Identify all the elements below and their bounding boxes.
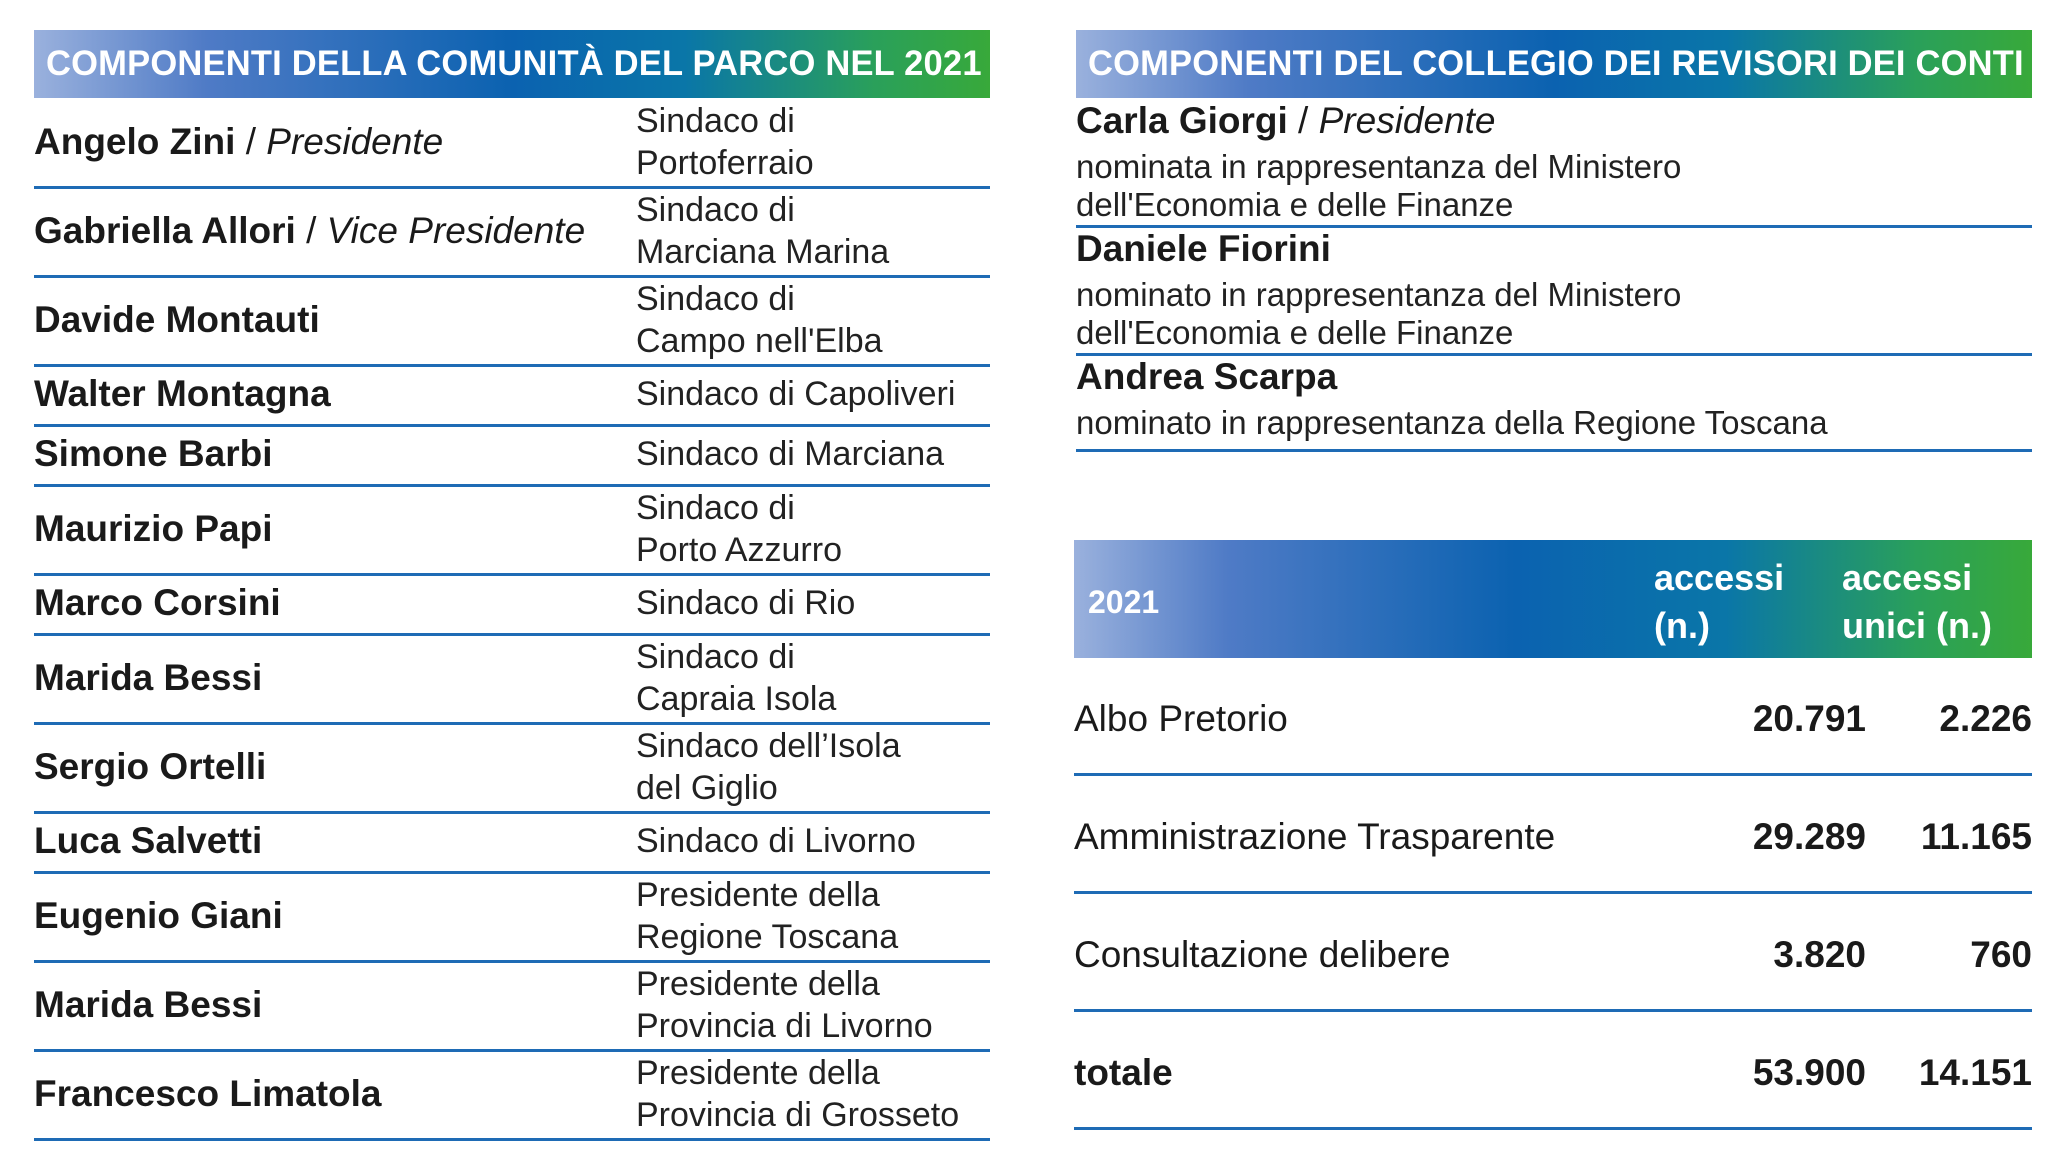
comunita-row [34,636,990,725]
member-name [34,299,320,341]
member-role-line: Regione Toscana [636,918,899,956]
member-role-line: del Giglio [636,769,778,807]
member-name [34,373,331,415]
table-row [1074,894,2032,1012]
member-role-line: Sindaco di [636,489,795,527]
member-name-text: Marida Bessi [34,656,263,698]
revisore-description [1076,404,1828,442]
member-name-text: Francesco Limatola [34,1072,382,1114]
comunita-row [34,427,990,487]
member-name-text: Marida Bessi [34,983,263,1025]
table-row [1074,776,2032,894]
revisore-description-line: nominata in rappresentanza del Ministero [1076,148,1682,185]
comunita-row [34,725,990,814]
comunita-row [34,487,990,576]
revisore-name-text: Daniele Fiorini [1076,228,1331,269]
member-role [636,1052,959,1136]
revisore-description-line: dell'Economia e delle Finanze [1076,314,1514,351]
col-accessi-unici-header: accessi unici (n.) [1842,557,1992,646]
revisore-name-text: Carla Giorgi [1076,100,1288,141]
accessi-unici-value: 760 [1970,934,2032,975]
member-role [636,100,814,184]
member-role [636,820,916,862]
member-title: Presidente [266,120,444,162]
comunita-row [34,189,990,278]
member-role [636,278,883,362]
revisore-name-text: Andrea Scarpa [1076,356,1338,397]
comunita-row [34,278,990,367]
member-name [34,508,272,550]
member-role-line: Sindaco di [636,191,795,229]
member-role-line: Sindaco di Livorno [636,822,916,860]
member-role-line: Sindaco di Capoliveri [636,375,956,413]
member-name-text: Eugenio Giani [34,894,283,936]
accessi-value: 29.289 [1752,816,1866,857]
comunita-row [34,100,990,189]
row-label: Consultazione delibere [1074,934,1451,975]
accessi-table-header [1074,540,2032,658]
member-name [34,1073,382,1115]
member-name-text: Luca Salvetti [34,820,263,861]
revisore-description [1076,148,1681,224]
row-label: totale [1074,1052,1173,1093]
member-role [636,582,855,624]
revisore-description-line: nominato in rappresentanza del Ministero [1076,276,1682,313]
member-role-line: Porto Azzurro [636,531,842,569]
revisore-description [1076,276,1681,352]
revisore-name [1076,100,1496,142]
comunita-row [34,963,990,1052]
year-header: 2021 [1088,584,1160,620]
member-role-line: Sindaco di [636,280,795,318]
comunita-row [34,367,990,427]
revisore-name [1076,228,1331,270]
member-role-line: Sindaco di [636,102,795,140]
member-name [34,746,266,788]
accessi-unici-value: 11.165 [1920,816,2032,857]
member-role-line: Provincia di Livorno [636,1007,933,1045]
member-name [34,210,585,252]
accessi-value: 20.791 [1752,698,1866,739]
member-role-line: Sindaco dell’Isola [636,727,901,765]
accessi-unici-value: 2.226 [1939,698,2032,739]
member-name [34,433,273,475]
member-role-line: Sindaco di Rio [636,584,856,622]
member-title-separator: / [295,209,327,251]
member-name [34,984,262,1026]
member-name-text: Davide Montauti [34,298,320,340]
comunita-header [34,30,990,98]
member-role [636,487,842,571]
member-name [34,820,262,862]
revisore-row [1076,228,2032,356]
member-name [34,121,443,163]
member-role-line: Presidente della [636,1054,880,1092]
comunita-row [34,874,990,963]
member-name-text: Walter Montagna [34,373,331,414]
member-role [636,725,901,809]
member-role-line: Presidente della [636,876,880,914]
member-role [636,373,955,415]
row-label: Albo Pretorio [1074,698,1288,739]
member-title: Vice Presidente [326,209,586,251]
member-role [636,636,836,720]
member-name-text: Gabriella Allori [34,209,296,251]
member-role-line: Sindaco di [636,638,795,676]
table-row [1074,658,2032,776]
member-name-text: Angelo Zini [34,120,236,162]
total-row [1074,1012,2032,1130]
member-role-line: Sindaco di Marciana [636,435,945,473]
member-role-line: Presidente della [636,965,880,1003]
member-title-separator: / [235,120,267,162]
member-role-line: Portoferraio [636,144,814,182]
accessi-unici-value: 14.151 [1918,1052,2032,1093]
member-role-line: Marciana Marina [636,233,890,271]
member-name-text: Simone Barbi [34,433,273,474]
revisore-title-separator: / [1287,100,1319,141]
revisore-name [1076,356,1337,398]
member-role-line: Provincia di Grosseto [636,1096,960,1134]
member-role [636,963,933,1047]
revisore-row [1076,100,2032,228]
member-role-line: Capraia Isola [636,680,837,718]
accessi-value: 53.900 [1752,1052,1866,1093]
revisore-description-line: dell'Economia e delle Finanze [1076,186,1514,223]
comunita-row [34,1052,990,1141]
revisore-row [1076,356,2032,452]
member-role-line: Campo nell'Elba [636,322,883,360]
member-name-text: Sergio Ortelli [34,745,267,787]
comunita-title: COMPONENTI DELLA COMUNITÀ DEL PARCO NEL 2021 [46,44,982,83]
member-name [34,582,281,624]
accessi-value: 3.820 [1773,934,1866,975]
member-role [636,874,898,958]
member-name [34,657,262,699]
member-name [34,895,283,937]
member-role [636,189,889,273]
revisori-title: COMPONENTI DEL COLLEGIO DEI REVISORI DEI CONTI [1088,44,2024,83]
revisori-header [1076,30,2032,98]
revisore-title: Presidente [1318,100,1496,141]
member-role [636,433,944,475]
col-accessi-header: accessi (n.) [1654,557,1785,646]
member-name-text: Marco Corsini [34,582,281,623]
comunita-row [34,814,990,874]
member-name-text: Maurizio Papi [34,507,273,549]
comunita-row [34,576,990,636]
revisore-description-line: nominato in rappresentanza della Regione Toscana [1076,404,1828,441]
row-label: Amministrazione Trasparente [1074,816,1556,857]
